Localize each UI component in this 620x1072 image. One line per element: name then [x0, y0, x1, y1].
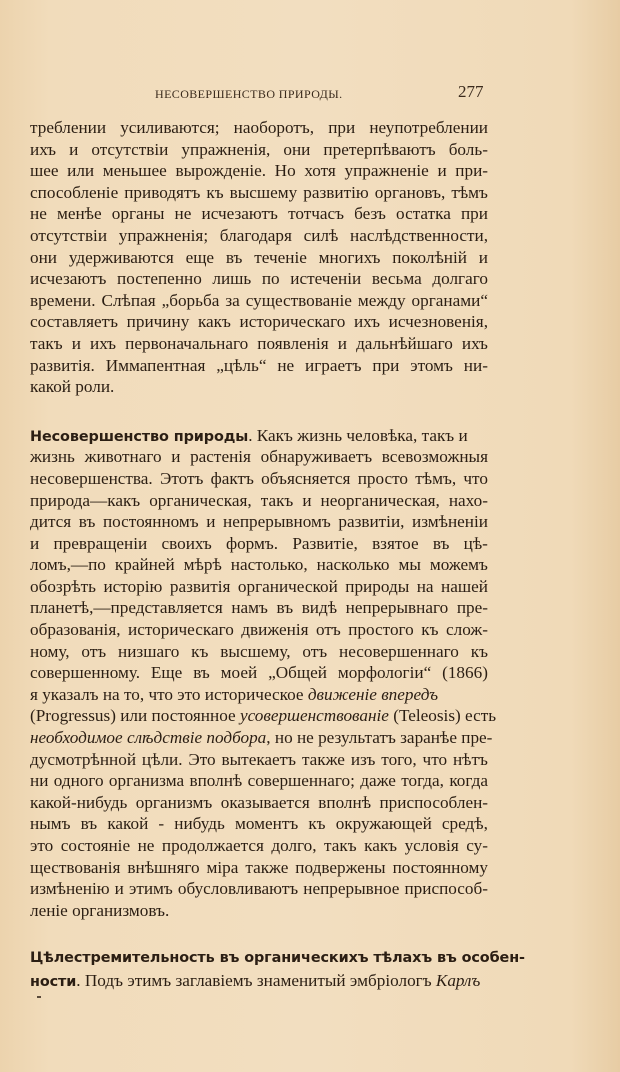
text-line: времени. Слѣпая „борьба за существованіе между органами“ [30, 290, 488, 310]
text-line: треблении усиливаются; наоборотъ, при неупотреблении [30, 118, 488, 137]
page-number: 277 [458, 82, 484, 101]
text-line: и превращеніи своихъ формъ. Развитіе, взятое въ цѣ- [30, 533, 488, 553]
text-line: составляетъ причину какъ историческаго ихъ исчезновенія, [30, 312, 488, 332]
running-header-title: НЕСОВЕРШЕНСТВО ПРИРОДЫ. [155, 87, 343, 101]
text-line: образованія, историческаго движенія отъ простого къ слож- [30, 620, 488, 640]
text-line: природа—какъ органическая, такъ и неорганическая, нахо- [30, 490, 488, 510]
paragraph-3 [30, 948, 525, 991]
text-line: развитія. Иммапентная „цѣль“ не играетъ при этомъ ни- [30, 355, 488, 375]
text-line: обозрѣть исторію развитія органической природы на нашей [30, 576, 488, 596]
text-line [30, 970, 488, 992]
text-line: способленіе приводятъ къ высшему развитію органовъ, тѣмъ [30, 182, 488, 202]
text-line: ломъ,—по крайней мѣрѣ настолько, насколько мы можемъ [30, 555, 488, 575]
text-line: ихъ и отсутствіи упражненія, они претерпѣваютъ боль- [30, 139, 488, 159]
text-line: планетѣ,—представляется намъ въ видѣ непрерывнаго пре- [30, 598, 488, 618]
text-line: шее или меньшее вырожденіе. Но хотя упражненіе и при- [30, 161, 488, 181]
text-line: отсутствіи упражненія; благодаря силѣ наслѣдственности, [30, 225, 488, 245]
text-line [30, 684, 488, 706]
text-line: исчезаютъ постепенно лишь по истеченіи весьма долгаго [30, 269, 488, 289]
paragraph-1 [30, 117, 488, 398]
text-line: не менѣе органы не исчезаютъ тотчасъ безъ остатка при [30, 204, 488, 224]
text-line: жизнь животнаго и растенія обнаруживаетъ всевозможныя [30, 447, 488, 467]
text-run: . Какъ жизнь человѣка, такъ и [248, 425, 468, 445]
text-line: это состояніе не продолжается долго, такъ какъ условія су- [30, 836, 488, 855]
text-line: совершенному. Еще въ моей „Общей морфологіи“ (1866) [30, 663, 488, 683]
text-line: нымъ въ какой - нибудь моментъ къ окружающей средѣ, [30, 814, 488, 834]
text-line: несовершенства. Этотъ фактъ объясняется просто тѣмъ, что [30, 468, 488, 488]
text-line: леніе организмовъ. [30, 900, 170, 920]
ink-speck [37, 996, 41, 998]
paragraph-2 [30, 425, 497, 922]
text-line: дится въ постоянномъ и непрерывномъ развитіи, измѣненіи [30, 512, 488, 532]
text-run: . Подъ этимъ заглавіемъ знаменитый эмбріологъ [76, 970, 436, 990]
text-run: (Progressus) или постоянное [30, 706, 240, 726]
text-line: какой-нибудь организмъ оказывается вполнѣ приспособлен- [30, 792, 488, 812]
text-line: дусмотрѣнной цѣли. Это вытекаетъ также изъ того, что нѣтъ [30, 749, 488, 769]
text-line: ному, отъ низшаго къ высшему, отъ несовершеннаго къ [30, 641, 488, 661]
text-run: , но не результатъ заранѣе пре- [266, 728, 493, 748]
italic-run: Карлъ [435, 970, 481, 990]
text-line: ществованія внѣшняго міра также подвержены постоянному [30, 857, 488, 877]
text-line: такъ и ихъ первоначальнаго появленія и дальнѣйшаго ихъ [30, 333, 488, 353]
text-line [30, 948, 525, 970]
section-heading: Несовершенство природы [30, 428, 249, 445]
text-line [30, 705, 497, 727]
section-heading: Цѣлестремительность въ органическихъ тѣлахъ въ особен- [30, 950, 525, 967]
text-line: ни одного организма вполнѣ совершеннаго; даже тогда, когда [30, 771, 488, 791]
italic-run: необходимое слѣдствіе подбора [30, 728, 267, 748]
italic-run: усовершенствованіе [239, 706, 389, 726]
text-line: какой роли. [30, 377, 115, 397]
section-heading-end: ности [30, 973, 77, 990]
text-line [30, 425, 488, 447]
text-line [30, 727, 493, 749]
italic-run: движеніе впередъ [307, 684, 439, 704]
text-run: я указалъ на то, что это историческое [30, 684, 308, 704]
text-line: они удерживаются еще въ теченіе многихъ поколѣній и [30, 247, 488, 267]
body-text [30, 117, 525, 992]
text-line: измѣненію и этимъ обусловливаютъ непрерывное приспособ- [30, 879, 488, 899]
text-run [248, 425, 488, 447]
text-run: (Teleosis) есть [388, 706, 497, 726]
